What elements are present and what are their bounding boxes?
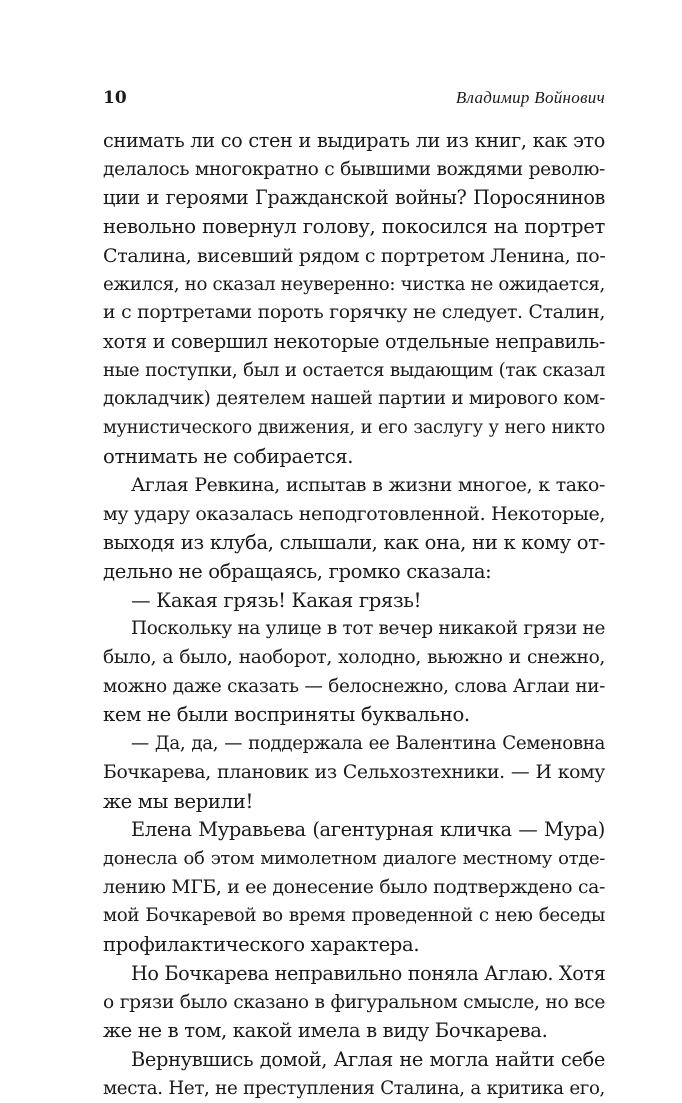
text-line: Но Бочкарева неправильно поняла Аглаю. Хотя <box>131 961 605 985</box>
text-line: донесла об этом мимолетном диалоге местному отде- <box>103 847 605 869</box>
text-line: Бочкарева, плановик из Сельхозтехники. — И кому <box>103 761 605 783</box>
text-line: было, а было, наоборот, холодно, вьюжно и снежно, <box>103 646 605 668</box>
text-line: Вернувшись домой, Аглая не могла найти себе <box>131 1048 605 1071</box>
text-line: мой Бочкаревой во время проведенной с нею беседы <box>103 905 605 927</box>
page-header <box>103 88 605 114</box>
text-line: Сталина, висевший рядом с портретом Ленина, по- <box>103 244 605 267</box>
text-line: хотя и совершил некоторые отдельные неправиль- <box>103 330 605 354</box>
page-number: 10 <box>103 88 127 108</box>
text-line: — Да, да, — поддержала ее Валентина Семеновна <box>131 733 605 755</box>
text-line: — Какая грязь! Какая грязь! <box>131 588 422 612</box>
text-line: выходя из клуба, слышали, как она, ни к кому от- <box>103 531 605 555</box>
text-line: мунистического движения, и его заслугу у него никто <box>103 417 605 439</box>
text-line: снимать ли со стен и выдирать ли из книг, как это <box>103 129 605 152</box>
text-line: и с портретами пороть горячку не следует. Сталин, <box>103 302 605 324</box>
text-line: места. Нет, не преступления Сталина, а критика его, <box>103 1077 605 1099</box>
text-line: невольно повернул голову, покосился на портрет <box>103 215 605 239</box>
text-line: му удару оказалась неподготовленной. Некоторые, <box>103 503 605 526</box>
text-line: же мы верили! <box>103 789 253 813</box>
text-line: кем не были восприняты буквально. <box>103 703 470 727</box>
text-line: лению МГБ, и ее донесение было подтверждено са- <box>103 876 605 898</box>
body-text <box>103 127 605 1103</box>
text-line: Поскольку на улице в тот вечер никакой грязи не <box>131 618 605 640</box>
text-line: ции и героями Гражданской войны? Поросянинов <box>103 186 605 210</box>
text-line: докладчик) деятелем нашей партии и мирового ком- <box>103 388 605 410</box>
text-line: профилактического характера. <box>103 933 420 957</box>
text-line: Аглая Ревкина, испытав в жизни многое, к тако- <box>131 474 605 496</box>
text-line: же не в том, какой имела в виду Бочкарева. <box>103 1019 548 1043</box>
text-line: делалось многократно с бывшими вождями револю- <box>103 158 605 180</box>
text-line: ежился, но сказал неуверенно: чистка не ожидается, <box>103 273 605 295</box>
text-line: Елена Муравьева (агентурная кличка — Мура) <box>131 818 605 842</box>
text-line: можно даже сказать — белоснежно, слова Аглаи ни- <box>103 675 605 697</box>
running-head-author: Владимир Войнович <box>455 88 605 107</box>
text-line: отнимать не собирается. <box>103 444 354 468</box>
text-line: о грязи было сказано в фигуральном смысле, но все <box>103 991 605 1013</box>
text-line: дельно не обращаясь, громко сказала: <box>103 559 492 583</box>
text-line: ные поступки, был и остается выдающим (так сказал <box>103 359 605 381</box>
